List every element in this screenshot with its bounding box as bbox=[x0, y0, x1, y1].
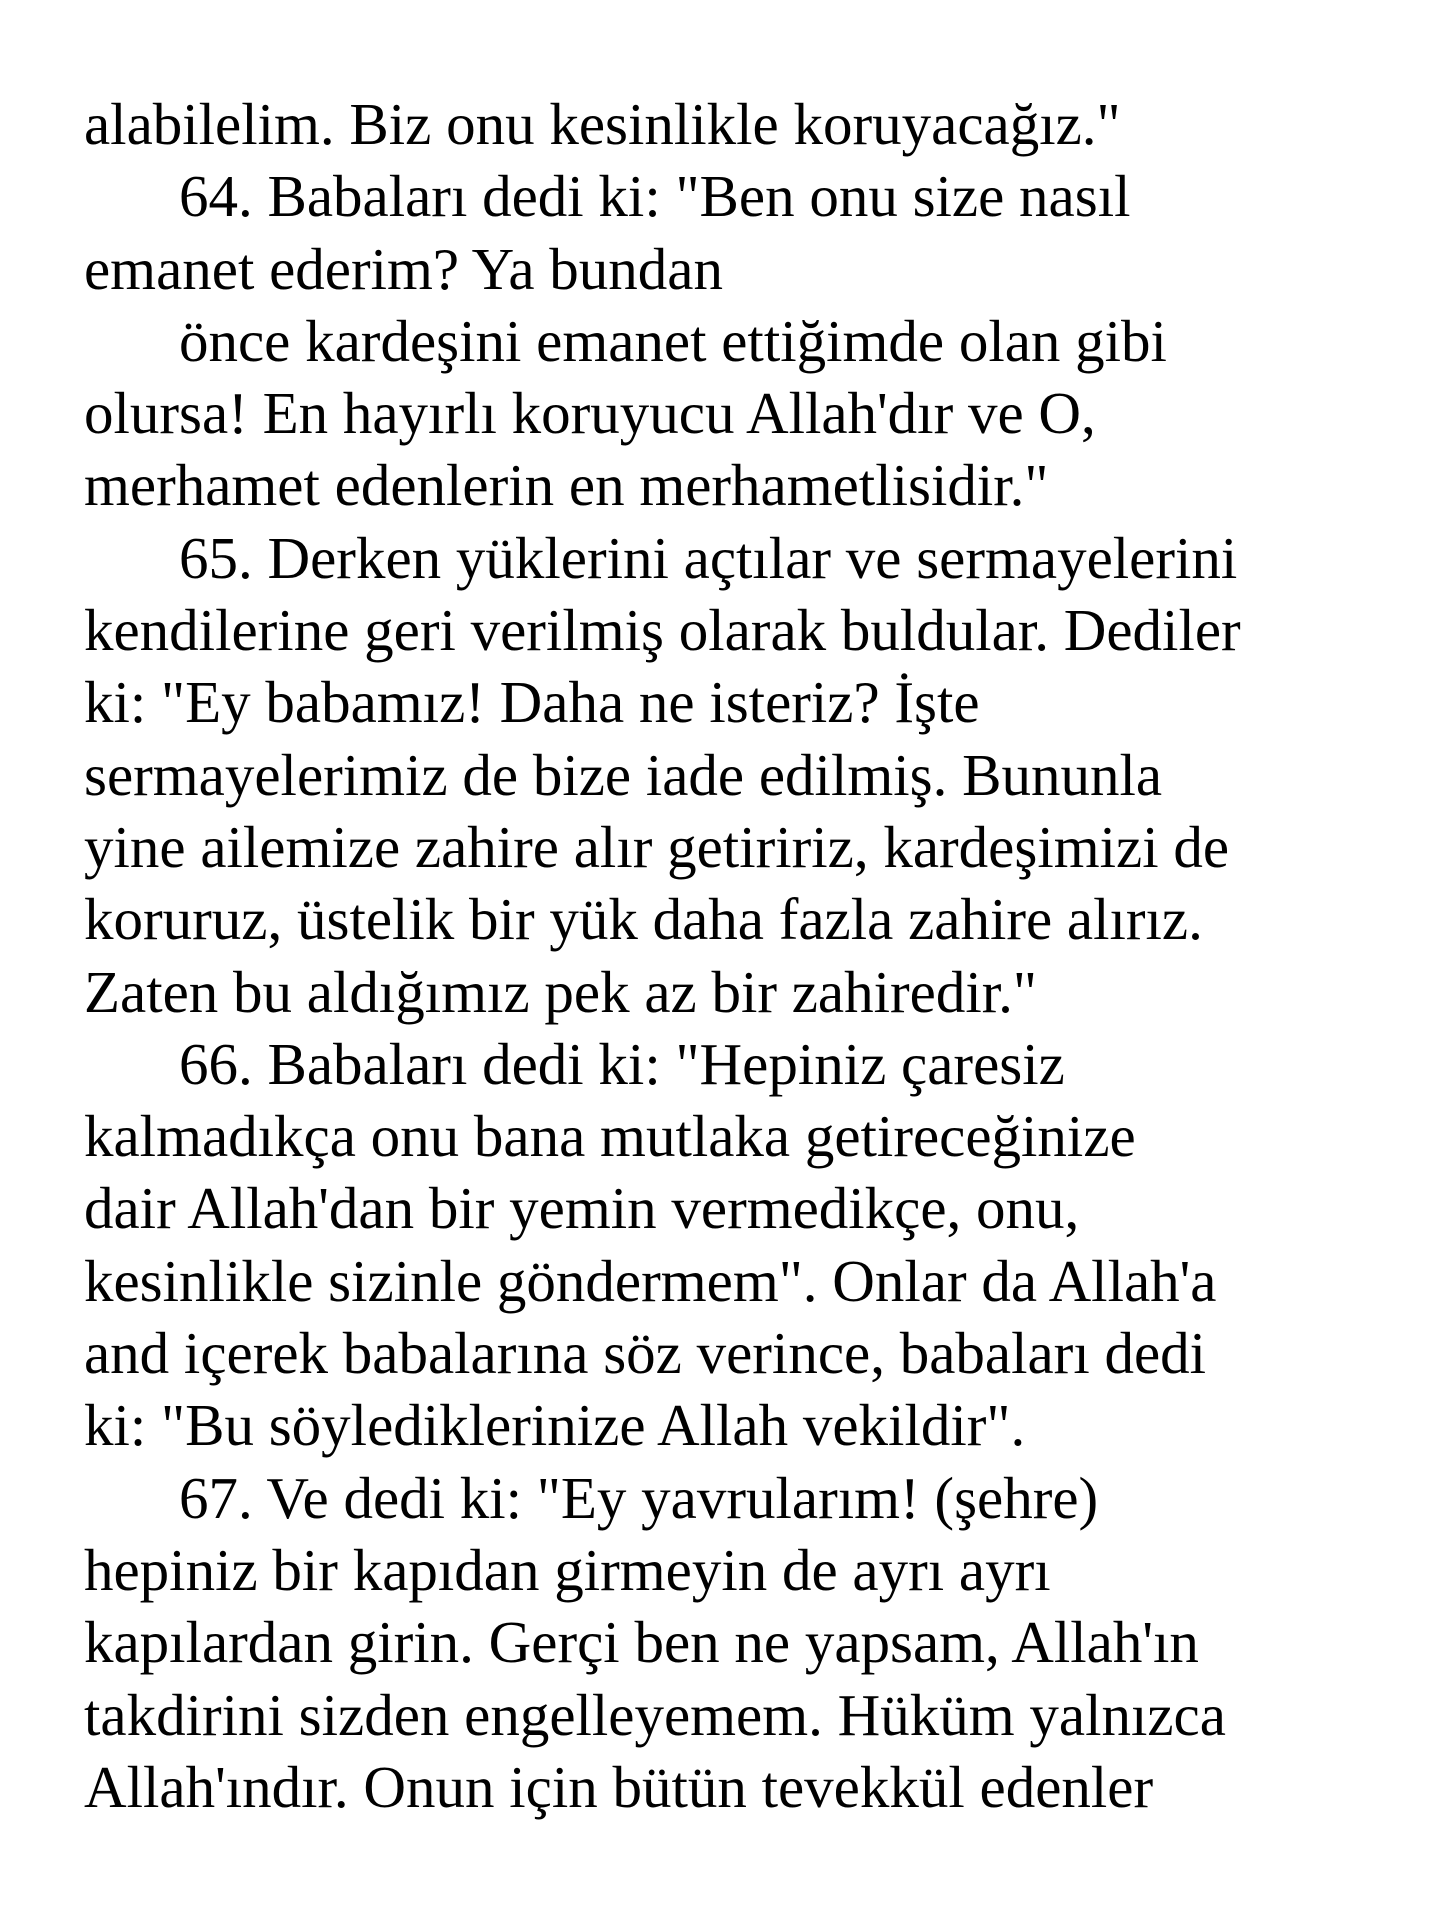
document-page bbox=[84, 88, 1414, 1823]
text-line: 65. Derken yüklerini açtılar ve sermayelerini bbox=[179, 524, 1238, 591]
text-line: sermayelerimiz de bize iade edilmiş. Bununla bbox=[84, 741, 1163, 808]
text-line: Zaten bu aldığımız pek az bir zahiredir." bbox=[84, 958, 1037, 1025]
text-line: alabilelim. Biz onu kesinlikle koruyacağız." bbox=[84, 91, 1121, 157]
text-line: ki: "Bu söylediklerinize Allah vekildir". bbox=[84, 1392, 1026, 1459]
text-line: kalmadıkça onu bana mutlaka getireceğinize bbox=[84, 1103, 1136, 1170]
text-line: koruruz, üstelik bir yük daha fazla zahire alırız. bbox=[84, 886, 1203, 953]
text-line: dair Allah'dan bir yemin vermedikçe, onu, bbox=[84, 1175, 1080, 1242]
text-line: takdirini sizden engelleyemem. Hüküm yalnızca bbox=[84, 1681, 1226, 1748]
text-line: kapılardan girin. Gerçi ben ne yapsam, Allah'ın bbox=[84, 1609, 1199, 1676]
text-line: önce kardeşini emanet ettiğimde olan gibi bbox=[179, 307, 1167, 374]
text-line: ki: "Ey babamız! Daha ne isteriz? İşte bbox=[84, 669, 980, 736]
text-line: 67. Ve dedi ki: "Ey yavrularım! (şehre) bbox=[179, 1464, 1099, 1531]
text-line: emanet ederim? Ya bundan bbox=[84, 235, 723, 302]
text-line: yine ailemize zahire alır getiririz, kardeşimizi de bbox=[84, 813, 1230, 880]
text-line: merhamet edenlerin en merhametlisidir." bbox=[84, 452, 1049, 519]
text-line: hepiniz bir kapıdan girmeyin de ayrı ayrı bbox=[84, 1536, 1051, 1603]
text-line: 64. Babaları dedi ki: "Ben onu size nasıl bbox=[179, 163, 1131, 230]
text-line: 66. Babaları dedi ki: "Hepiniz çaresiz bbox=[179, 1030, 1065, 1097]
text-line: Allah'ındır. Onun için bütün tevekkül edenler bbox=[84, 1753, 1154, 1820]
text-line: kendilerine geri verilmiş olarak buldular. Dediler bbox=[84, 597, 1241, 664]
text-line: kesinlikle sizinle göndermem". Onlar da Allah'a bbox=[84, 1247, 1217, 1314]
text-line: and içerek babalarına söz verince, babaları dedi bbox=[84, 1320, 1207, 1387]
text-line: olursa! En hayırlı koruyucu Allah'dır ve O, bbox=[84, 380, 1096, 447]
